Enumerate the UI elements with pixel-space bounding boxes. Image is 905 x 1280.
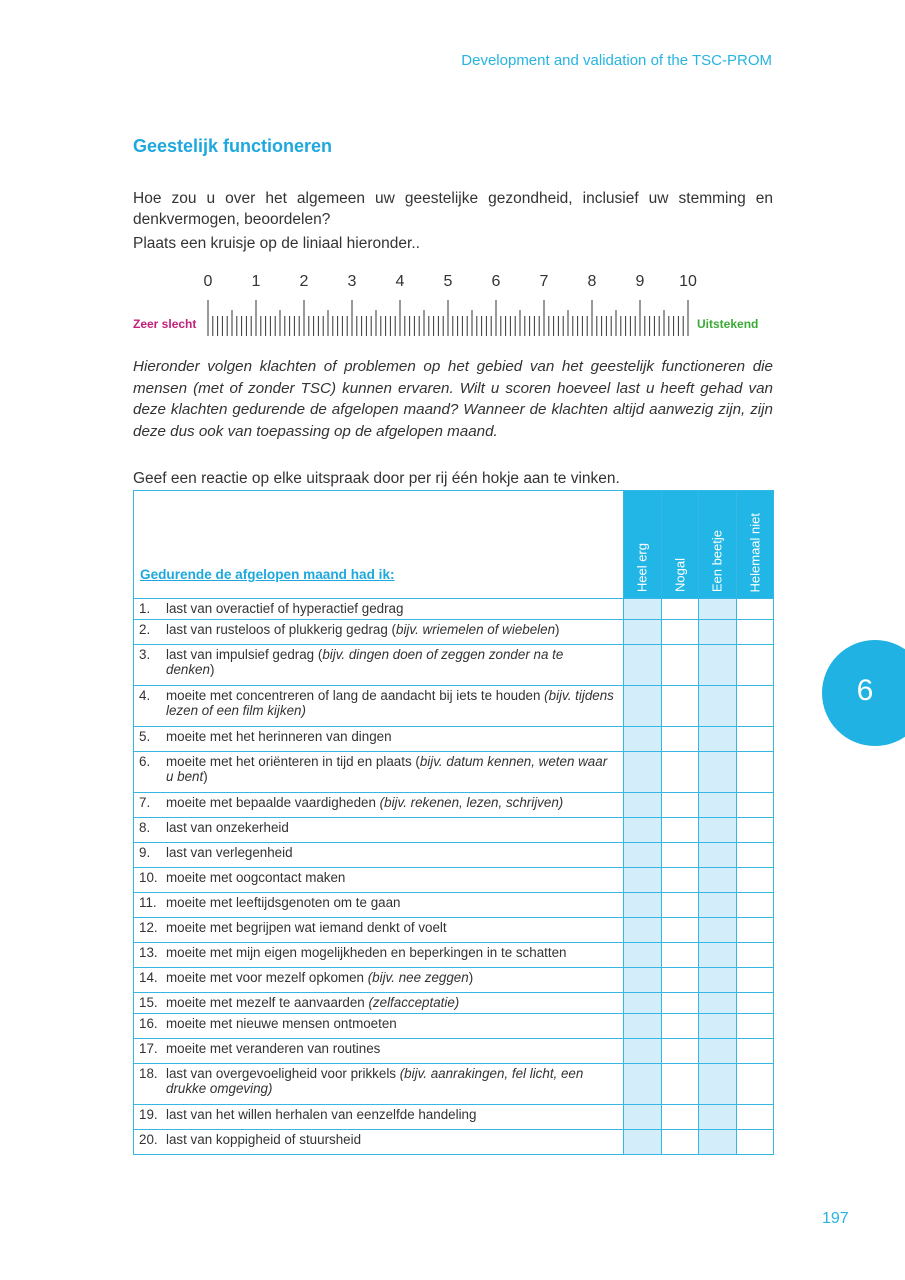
item-example: (bijv. rekenen, lezen, schrijven)	[379, 795, 564, 810]
checkbox-helemaal-niet[interactable]	[736, 993, 774, 1014]
checkbox-nogal[interactable]	[661, 793, 699, 818]
table-row	[134, 843, 774, 868]
item-example: (zelfacceptatie)	[368, 995, 460, 1010]
item-cell	[134, 599, 624, 620]
checkbox-helemaal-niet[interactable]	[736, 843, 774, 868]
item-cell	[134, 943, 624, 968]
checkbox-helemaal-niet[interactable]	[736, 620, 774, 645]
checkbox-heel-erg[interactable]	[624, 1105, 662, 1130]
checkbox-een-beetje[interactable]	[699, 1105, 737, 1130]
checkbox-helemaal-niet[interactable]	[736, 893, 774, 918]
item-text	[166, 795, 614, 810]
item-number: 15.	[139, 995, 158, 1010]
checkbox-een-beetje[interactable]	[699, 645, 737, 686]
table-row	[134, 1064, 774, 1105]
item-text-after: )	[209, 662, 215, 677]
item-text-main: moeite met leeftijdsgenoten om te gaan	[166, 895, 401, 910]
checkbox-een-beetje[interactable]	[699, 918, 737, 943]
item-cell	[134, 793, 624, 818]
item-text	[166, 1016, 614, 1031]
checkbox-nogal[interactable]	[661, 752, 699, 793]
item-cell	[134, 645, 624, 686]
checkbox-een-beetje[interactable]	[699, 1130, 737, 1155]
checkbox-een-beetje[interactable]	[699, 843, 737, 868]
checkbox-nogal[interactable]	[661, 893, 699, 918]
ruler-number: 0	[203, 273, 213, 290]
table-row	[134, 993, 774, 1014]
table-row	[134, 818, 774, 843]
item-example: bijv. wriemelen of wiebelen	[396, 622, 556, 637]
table-row	[134, 1105, 774, 1130]
checkbox-een-beetje[interactable]	[699, 1014, 737, 1039]
table-row	[134, 752, 774, 793]
item-text	[166, 1107, 614, 1122]
checkbox-nogal[interactable]	[661, 1105, 699, 1130]
ruler-label-right: Uitstekend	[697, 317, 759, 331]
item-text-main: moeite met oogcontact maken	[166, 870, 346, 885]
table-row	[134, 599, 774, 620]
item-cell	[134, 1105, 624, 1130]
checkbox-nogal[interactable]	[661, 1014, 699, 1039]
item-cell	[134, 993, 624, 1014]
checkbox-een-beetje[interactable]	[699, 868, 737, 893]
item-text-main: moeite met begrijpen wat iemand denkt of voelt	[166, 920, 447, 935]
item-text-main: moeite met voor mezelf opkomen	[166, 970, 368, 985]
ruler-number: 1	[251, 273, 261, 290]
ruler-number: 2	[299, 273, 309, 290]
rating-ruler[interactable]	[133, 270, 773, 340]
table-row	[134, 1039, 774, 1064]
item-text	[166, 729, 614, 744]
checkbox-nogal[interactable]	[661, 686, 699, 727]
ruler-number: 3	[347, 273, 357, 290]
item-number: 18.	[139, 1066, 158, 1081]
item-text	[166, 754, 614, 784]
table-row	[134, 918, 774, 943]
ruler-scale[interactable]	[133, 270, 773, 340]
item-cell	[134, 1130, 624, 1155]
option-header-heel-erg: Heel erg	[624, 491, 662, 599]
checkbox-nogal[interactable]	[661, 645, 699, 686]
checkbox-een-beetje[interactable]	[699, 727, 737, 752]
item-cell	[134, 686, 624, 727]
item-text-main: moeite met concentreren of lang de aandacht bij iets te houden	[166, 688, 545, 703]
item-number: 9.	[139, 845, 151, 860]
checkbox-nogal[interactable]	[661, 843, 699, 868]
item-text-main: last van verlegenheid	[166, 845, 293, 860]
item-text	[166, 820, 614, 835]
table-row	[134, 1014, 774, 1039]
checkbox-heel-erg[interactable]	[624, 868, 662, 893]
ruler-instruction: Plaats een kruisje op de liniaal hieronder..	[133, 235, 420, 252]
item-example: (bijv. aanrakingen, fel licht, een drukke omgeving)	[166, 1066, 584, 1096]
ruler-number: 7	[539, 273, 549, 290]
item-cell	[134, 843, 624, 868]
table-instruction: Geef een reactie op elke uitspraak door per rij één hokje aan te vinken.	[133, 470, 620, 487]
item-text	[166, 895, 614, 910]
item-text-main: moeite met nieuwe mensen ontmoeten	[166, 1016, 397, 1031]
checkbox-nogal[interactable]	[661, 1039, 699, 1064]
checkbox-heel-erg[interactable]	[624, 943, 662, 968]
ruler-label-left: Zeer slecht	[133, 317, 197, 331]
table-row	[134, 620, 774, 645]
table-row	[134, 1130, 774, 1155]
ruler-number: 6	[491, 273, 501, 290]
item-text	[166, 647, 614, 677]
item-number: 6.	[139, 754, 151, 769]
table-header-label: Gedurende de afgelopen maand had ik:	[140, 567, 395, 582]
checkbox-heel-erg[interactable]	[624, 893, 662, 918]
checkbox-een-beetje[interactable]	[699, 620, 737, 645]
checkbox-heel-erg[interactable]	[624, 843, 662, 868]
checkbox-helemaal-niet[interactable]	[736, 727, 774, 752]
ruler-number: 9	[635, 273, 645, 290]
item-text-main: last van het willen herhalen van eenzelfde handeling	[166, 1107, 477, 1122]
item-text-main: last van impulsief gedrag (	[166, 647, 323, 662]
item-example: bijv. datum kennen, weten waar u bent	[166, 754, 608, 784]
item-text	[166, 622, 614, 637]
table-row	[134, 645, 774, 686]
item-cell	[134, 1014, 624, 1039]
item-cell	[134, 1064, 624, 1105]
running-head: Development and validation of the TSC-PROM	[461, 52, 772, 69]
item-number: 2.	[139, 622, 151, 637]
item-number: 1.	[139, 601, 151, 616]
chapter-number: 6	[856, 674, 874, 707]
checkbox-helemaal-niet[interactable]	[736, 793, 774, 818]
checkbox-heel-erg[interactable]	[624, 918, 662, 943]
item-text-main: moeite met het oriënteren in tijd en plaats (	[166, 754, 420, 769]
table-row	[134, 727, 774, 752]
item-number: 3.	[139, 647, 151, 662]
checkbox-een-beetje[interactable]	[699, 1039, 737, 1064]
ruler-number: 10	[679, 273, 697, 290]
symptom-table	[133, 490, 774, 1155]
checkbox-een-beetje[interactable]	[699, 752, 737, 793]
checkbox-helemaal-niet[interactable]	[736, 599, 774, 620]
checkbox-nogal[interactable]	[661, 727, 699, 752]
item-text	[166, 945, 614, 960]
item-text-main: moeite met veranderen van routines	[166, 1041, 381, 1056]
item-text-main: moeite met het herinneren van dingen	[166, 729, 392, 744]
item-text-after: )	[468, 970, 474, 985]
checkbox-nogal[interactable]	[661, 968, 699, 993]
item-text	[166, 1132, 614, 1147]
item-number: 13.	[139, 945, 158, 960]
item-text	[166, 601, 614, 616]
item-text-after: )	[203, 769, 208, 784]
item-text-after: )	[555, 622, 560, 637]
item-example: bijv. dingen doen of zeggen zonder na te denken	[166, 647, 564, 677]
checkbox-helemaal-niet[interactable]	[736, 1105, 774, 1130]
checkbox-een-beetje[interactable]	[699, 1064, 737, 1105]
checkbox-helemaal-niet[interactable]	[736, 968, 774, 993]
checkbox-een-beetje[interactable]	[699, 793, 737, 818]
checkbox-helemaal-niet[interactable]	[736, 868, 774, 893]
table-row	[134, 686, 774, 727]
checkbox-heel-erg[interactable]	[624, 1064, 662, 1105]
checkbox-helemaal-niet[interactable]	[736, 686, 774, 727]
item-number: 14.	[139, 970, 158, 985]
checkbox-heel-erg[interactable]	[624, 752, 662, 793]
item-cell	[134, 968, 624, 993]
item-text	[166, 688, 614, 718]
item-text	[166, 1066, 614, 1096]
item-text	[166, 870, 614, 885]
item-number: 7.	[139, 795, 151, 810]
checkbox-helemaal-niet[interactable]	[736, 1039, 774, 1064]
checkbox-nogal[interactable]	[661, 599, 699, 620]
item-number: 16.	[139, 1016, 158, 1031]
item-number: 12.	[139, 920, 158, 935]
checkbox-heel-erg[interactable]	[624, 793, 662, 818]
checkbox-helemaal-niet[interactable]	[736, 1064, 774, 1105]
page-number: 197	[822, 1210, 849, 1227]
item-number: 10.	[139, 870, 158, 885]
checkbox-heel-erg[interactable]	[624, 1039, 662, 1064]
item-number: 19.	[139, 1107, 158, 1122]
checkbox-nogal[interactable]	[661, 1064, 699, 1105]
checkbox-helemaal-niet[interactable]	[736, 752, 774, 793]
item-cell	[134, 893, 624, 918]
item-text-main: moeite met mijn eigen mogelijkheden en beperkingen in te schatten	[166, 945, 567, 960]
item-text	[166, 970, 614, 985]
checkbox-heel-erg[interactable]	[624, 727, 662, 752]
checkbox-een-beetje[interactable]	[699, 599, 737, 620]
checkbox-een-beetje[interactable]	[699, 993, 737, 1014]
checkbox-nogal[interactable]	[661, 993, 699, 1014]
item-cell	[134, 918, 624, 943]
checkbox-heel-erg[interactable]	[624, 818, 662, 843]
item-text-main: last van rusteloos of plukkerig gedrag (	[166, 622, 396, 637]
checkbox-een-beetje[interactable]	[699, 818, 737, 843]
intro-text: Hieronder volgen klachten of problemen op het gebied van het geestelijk functioneren die mensen (met of zonder TSC) kunnen ervaren. Wilt u scoren hoeveel last u heeft gehad van deze klachten gedurende de afgelopen maand? Wanneer de klachten altijd aanwezig zijn, zijn deze dus ook van toepassing op de afgelopen maand.	[133, 358, 773, 440]
checkbox-nogal[interactable]	[661, 620, 699, 645]
item-text	[166, 920, 614, 935]
checkbox-helemaal-niet[interactable]	[736, 818, 774, 843]
ruler-number: 8	[587, 273, 597, 290]
checkbox-heel-erg[interactable]	[624, 599, 662, 620]
item-text	[166, 995, 614, 1010]
checkbox-heel-erg[interactable]	[624, 1014, 662, 1039]
table-header	[134, 491, 624, 599]
item-text-main: last van onzekerheid	[166, 820, 289, 835]
item-text-main: last van overactief of hyperactief gedrag	[166, 601, 404, 616]
item-cell	[134, 727, 624, 752]
checkbox-helemaal-niet[interactable]	[736, 645, 774, 686]
ruler-number: 4	[395, 273, 405, 290]
table-row	[134, 793, 774, 818]
checkbox-nogal[interactable]	[661, 818, 699, 843]
checkbox-helemaal-niet[interactable]	[736, 918, 774, 943]
item-text-main: last van koppigheid of stuursheid	[166, 1132, 362, 1147]
item-cell	[134, 868, 624, 893]
item-text-main: moeite met mezelf te aanvaarden	[166, 995, 369, 1010]
checkbox-heel-erg[interactable]	[624, 1130, 662, 1155]
option-header-helemaal-niet: Helemaal niet	[736, 491, 774, 599]
item-text	[166, 1041, 614, 1056]
item-number: 20.	[139, 1132, 158, 1147]
item-number: 8.	[139, 820, 151, 835]
checkbox-nogal[interactable]	[661, 868, 699, 893]
checkbox-heel-erg[interactable]	[624, 645, 662, 686]
item-example: (bijv. tijdens lezen of een film kijken)	[166, 688, 614, 718]
checkbox-heel-erg[interactable]	[624, 968, 662, 993]
table-row	[134, 893, 774, 918]
checkbox-nogal[interactable]	[661, 1130, 699, 1155]
item-number: 4.	[139, 688, 151, 703]
checkbox-helemaal-niet[interactable]	[736, 943, 774, 968]
item-cell	[134, 620, 624, 645]
item-cell	[134, 818, 624, 843]
question-text: Hoe zou u over het algemeen uw geestelijke gezondheid, inclusief uw stemming en denkvermogen, beoordelen?	[133, 190, 773, 228]
item-number: 5.	[139, 729, 151, 744]
section-title: Geestelijk functioneren	[133, 136, 333, 156]
checkbox-helemaal-niet[interactable]	[736, 1014, 774, 1039]
table-row	[134, 968, 774, 993]
checkbox-een-beetje[interactable]	[699, 893, 737, 918]
item-text-main: moeite met bepaalde vaardigheden	[166, 795, 380, 810]
item-text	[166, 845, 614, 860]
item-cell	[134, 752, 624, 793]
checkbox-heel-erg[interactable]	[624, 993, 662, 1014]
item-example: (bijv. nee zeggen	[367, 970, 469, 985]
checkbox-nogal[interactable]	[661, 918, 699, 943]
item-text-main: last van overgevoeligheid voor prikkels	[166, 1066, 400, 1081]
option-header-een-beetje: Een beetje	[699, 491, 737, 599]
table-row	[134, 868, 774, 893]
checkbox-een-beetje[interactable]	[699, 686, 737, 727]
item-cell	[134, 1039, 624, 1064]
table-row	[134, 943, 774, 968]
option-header-nogal: Nogal	[661, 491, 699, 599]
item-number: 17.	[139, 1041, 158, 1056]
item-number: 11.	[139, 895, 157, 910]
checkbox-een-beetje[interactable]	[699, 968, 737, 993]
checkbox-helemaal-niet[interactable]	[736, 1130, 774, 1155]
checkbox-een-beetje[interactable]	[699, 943, 737, 968]
checkbox-heel-erg[interactable]	[624, 686, 662, 727]
checkbox-nogal[interactable]	[661, 943, 699, 968]
checkbox-heel-erg[interactable]	[624, 620, 662, 645]
ruler-number: 5	[443, 273, 453, 290]
